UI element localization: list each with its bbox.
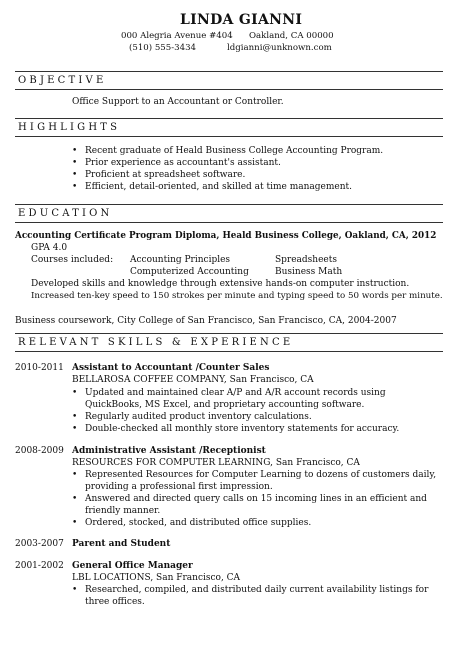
bullet-icon: • (72, 146, 78, 156)
city-state-zip: Oakland, CA 00000 (249, 31, 334, 41)
phone-number: (510) 555-3434 (129, 43, 197, 53)
list-item: • Researched, compiled, and distributed daily current availability listings for three offices. (72, 585, 429, 607)
courses-label: Courses included: (31, 255, 114, 265)
section-rule (15, 204, 443, 205)
section-rule (15, 71, 443, 72)
job-years: 2001-2002 (15, 561, 64, 571)
list-item: • Regularly audited product inventory calculations. (72, 412, 312, 422)
bullet-icon: • (72, 470, 78, 480)
section-title-experience: RELEVANT SKILLS & EXPERIENCE (18, 337, 294, 348)
job-bullets (72, 584, 428, 608)
job-bullets (72, 469, 436, 529)
job-role: Assistant to Accountant /Counter Sales (72, 363, 270, 373)
list-item: • Double-checked all monthly store inventory statements for accuracy. (72, 424, 400, 434)
job-bullets (72, 387, 399, 435)
list-item: • Answered and directed query calls on 15 incoming lines in an efficient and friendly manner. (72, 494, 427, 516)
list-item: • Ordered, stocked, and distributed office supplies. (72, 518, 312, 528)
highlights-list (72, 145, 383, 193)
job-role: Administrative Assistant /Receptionist (72, 446, 266, 456)
list-item: • Prior experience as accountant's assistant. (72, 158, 281, 168)
course-item: Business Math (275, 267, 343, 277)
job-years: 2008-2009 (15, 446, 64, 456)
bullet-icon: • (72, 518, 78, 528)
list-item: • Represented Resources for Computer Learning to dozens of customers daily, providing a professional first impression. (72, 470, 437, 492)
list-item: • Recent graduate of Heald Business College Accounting Program. (72, 146, 384, 156)
bullet-icon: • (72, 170, 78, 180)
section-title-education: EDUCATION (18, 208, 113, 219)
section-rule (15, 118, 443, 119)
course-item: Accounting Principles (130, 255, 231, 265)
job-years: 2010-2011 (15, 363, 64, 373)
job-employer: LBL LOCATIONS, San Francisco, CA (72, 573, 241, 583)
job-employer: RESOURCES FOR COMPUTER LEARNING, San Francisco, CA (72, 458, 360, 468)
bullet-icon: • (72, 494, 78, 504)
section-title-highlights: HIGHLIGHTS (18, 122, 121, 133)
bullet-icon: • (72, 424, 78, 434)
objective-text: Office Support to an Accountant or Controller. (72, 97, 284, 107)
education-degree: Accounting Certificate Program Diploma, Heald Business College, Oakland, CA, 2012 (15, 231, 437, 241)
job-employer: BELLAROSA COFFEE COMPANY, San Francisco, CA (72, 375, 314, 385)
section-rule (15, 222, 443, 223)
bullet-icon: • (72, 388, 78, 398)
bullet-icon: • (72, 158, 78, 168)
street-address: 000 Alegria Avenue #404 (121, 31, 233, 41)
bullet-icon: • (72, 585, 78, 595)
list-item: • Proficient at spreadsheet software. (72, 170, 246, 180)
bullet-icon: • (72, 182, 78, 192)
course-item: Computerized Accounting (130, 267, 249, 277)
education-gpa: GPA 4.0 (31, 243, 68, 253)
bullet-icon: • (72, 412, 78, 422)
list-item: • Efficient, detail-oriented, and skilled at time management. (72, 182, 353, 192)
list-item: • Updated and maintained clear A/P and A/R account records using QuickBooks, MS Excel, and proprietary accounting software. (72, 388, 386, 410)
section-rule (15, 136, 443, 137)
section-rule (15, 333, 443, 334)
course-item: Spreadsheets (275, 255, 337, 265)
job-role: General Office Manager (72, 561, 193, 571)
email-address[interactable]: ldgianni@unknown.com (227, 43, 332, 53)
section-title-objective: OBJECTIVE (18, 75, 107, 86)
section-rule (15, 89, 443, 90)
job-years: 2003-2007 (15, 539, 64, 549)
section-rule (15, 351, 443, 352)
education-detail: Developed skills and knowledge through extensive hands-on computer instruction. (31, 279, 410, 289)
education-coursework: Business coursework, City College of San Francisco, San Francisco, CA, 2004-2007 (15, 316, 397, 326)
job-role: Parent and Student (72, 539, 171, 549)
education-detail: Increased ten-key speed to 150 strokes per minute and typing speed to 50 words per minute. (31, 291, 443, 301)
resume-name: LINDA GIANNI (180, 12, 303, 28)
